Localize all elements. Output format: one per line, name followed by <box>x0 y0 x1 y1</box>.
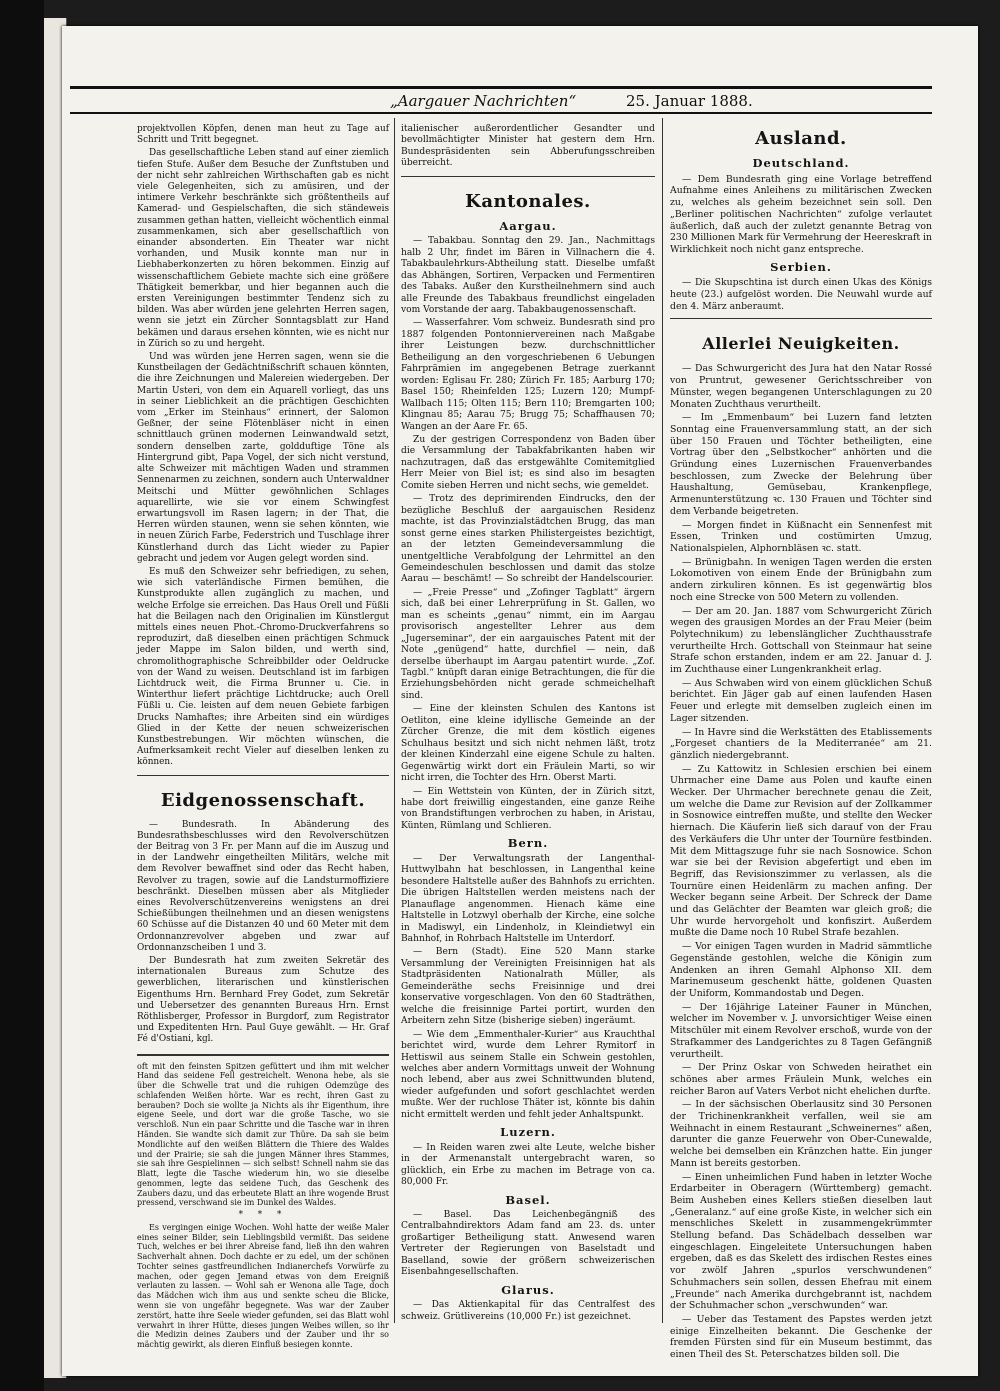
article-paragraph: Der Bundesrath hat zum zweiten Sekretär des internationalen Bureaus zum Schutze des gewerblichen, literarischen und künstlerischen Eigenthums Hrn. Bernhard Frey Godet, zum Sekretär und Uebersetzer des genannten Bureaus Hrn. Ernst Röthlisberger, Professor in Burgdorf, zum Registrator und Expeditenten Hrn. Paul Guye gewählt. — Hr. Graf Fé d'Ostiani, kgl. <box>137 956 389 1045</box>
masthead <box>70 92 932 110</box>
article-paragraph: — Basel. Das Leichenbegängniß des Centralbahndirektors Adam fand am 23. ds. unter großartiger Betheiligung statt. Anwesend waren Vertreter der Regierungen von Baselstadt und Baselland, sowie der größern schweizerischen Eisenbahngesellschaften. <box>401 1209 655 1278</box>
article-paragraph: — Morgen findet in Küßnacht ein Sennenfest mit Essen, Trinken und costümirten Umzug, Nationalspielen, Alphornbläsen ꝛc. statt. <box>670 519 932 554</box>
issue-date: 25. Januar 1888. <box>626 92 753 110</box>
article-paragraph: — Brünigbahn. In wenigen Tagen werden die ersten Lokomotiven von einem Ende der Brünigbahn zum andern zirkuliren können. Es ist gegenwärtig blos noch eine Strecke von 500 Metern zu vollenden. <box>670 556 932 603</box>
article-paragraph: — Wie dem „Emmenthaler-Kurier“ aus Krauchthal berichtet wird, wurde dem Lehrer Rymitorf in Hettiswil aus seinem Stalle ein Schwein gestohlen, welches aber andern Vormittags unweit der Wohnung noch lebend, aber aus zwei Schnittwunden blutend, wieder aufgefunden und sofort geschlachtet werden mußte. Wer der ruchlose Thäter ist, könnte bis dahin nicht ermittelt werden und fehlt jeder Anhaltspunkt. <box>401 1029 655 1120</box>
article-paragraph: — Trotz des deprimirenden Eindrucks, den der bezügliche Beschluß der aargauischen Residenz machte, ist das Provinzialstädtchen Brugg, das man sonst gerne eines starken Philistergeistes bezichtigt, an der letzten Gemeindeversammlung die unentgeltliche Verabfolgung der Lehrmittel an den Gemeindeschulen beschlossen und damit das stolze Aarau — beschämt! — So schreibt der Handelscourier. <box>401 494 655 585</box>
article-paragraph: — Die Skupschtina ist durch einen Ukas des Königs heute (23.) aufgelöst worden. Die Neuwahl wurde auf den 4. März anberaumt. <box>670 277 932 312</box>
article-paragraph: — Wasserfahrer. Vom schweiz. Bundesrath sind pro 1887 folgenden Pontonniervereinen nach Maßgabe ihrer Leistungen bezw. durchschnittlicher Betheiligung an den vorgeschriebenen 6 Uebungen Fahrprämien im angegebenen Betrage zuerkannt worden: Eglisau Fr. 280; Zürich Fr. 185; Aarburg 170; Basel 150; Rheinfelden 125; Luzern 120; Mumpf-Wallbach 115; Olten 115; Bern 110; Bremgarten 100; Klingnau 85; Aarau 75; Brugg 75; Schaffhausen 70; Wangen an der Aare Fr. 65. <box>401 318 655 432</box>
section-heading: Kantonales. <box>465 190 591 212</box>
section-heading: Allerlei Neuigkeiten. <box>702 334 900 354</box>
subsection-heading: Luzern. <box>500 1125 556 1140</box>
section-divider <box>401 176 655 177</box>
section-heading: Ausland. <box>755 128 847 149</box>
article-paragraph: — Ein Wettstein von Künten, der in Zürich sitzt, habe dort freiwillig eingestanden, eine ganze Reihe von Brandstiftungen verbrochen zu haben, in Aristau, Künten, Rümlang und Schlieren. <box>401 786 655 831</box>
article-paragraph: Zu der gestrigen Correspondenz von Baden über die Versammlung der Tabakfabrikanten haben wir nachzutragen, daß das erstgewählte Comitemitglied Herr Meier von Biel ist; es sind also im besagten Comite sieben Herren und nicht sechs, wie gemeldet. <box>401 434 655 491</box>
feuilleton-paragraph: oft mit den feinsten Spitzen gefüttert und ihm mit welcher Hand das seidene Fell gestreichelt. Wenona hebe, als sie über die Schwelle trat und die ruhigen Odemzüge des schlafenden Weißen hörte. War es recht, ihren Gast zu berauben? Doch sie wollte ja Nichts als ihr Eigenthum, ihre eigene Seele, und dort war die große Tasche, wo sie verschloß. Nun ein paar Schritte und die Tasche war in ihren Händen. Sie wandte sich damit zur Thüre. Da sah sie beim Mondlichte auf den weißen Blättern die Thiere des Waldes und der Prairie; sie sah die jungen Männer ihres Stammes, sie sah ihre Gespielinnen — sich selbst! Schnell nahm sie das Blatt, legte die Tasche wiederum hin, wo sie dieselbe genommen, legte das seidene Tuch, das Geschenk des Zaubers dazu, und das erbeutete Blatt an ihre wogende Brust pressend, verschwand sie im Dunkel des Waldes. <box>137 1061 389 1208</box>
article-paragraph: — Aus Schwaben wird von einem glücklichen Schuß berichtet. Ein Jäger gab auf einen laufenden Hasen Feuer und erlegte mit demselben zugleich einen im Lager sitzenden. <box>670 677 932 724</box>
article-paragraph: — In Havre sind die Werkstätten des Etablissements „Forgeset chantiers de la Mediterranée“ am 21. gänzlich niedergebrannt. <box>670 726 932 761</box>
article-paragraph: — Das Aktienkapital für das Centralfest des schweiz. Grütlivereins (10,000 Fr.) ist gezeichnet. <box>401 1300 655 1322</box>
article-paragraph: — Bern (Stadt). Eine 520 Mann starke Versammlung der Vereinigten Freisinnigen hat als Stadtpräsidenten Nationalrath Müller, als Gemeinderäthe sechs Freisinnige und drei konservative vorgeschlagen. Von den 60 Stadträthen, welche die freisinnige Partei portirt, wurden den Arbeitern zehn Sitze (bisherige sieben) ingeräumt. <box>401 947 655 1027</box>
column-3 <box>670 124 932 1363</box>
article-paragraph: — „Freie Presse“ und „Zofinger Tagblatt“ ärgern sich, daß bei einer Lehrerprüfung in St. Gallen, wo man es scheints „genau“ nimmt, ein im Aargau provisorisch angestellter Lehrer aus dem „Jugerseminar“, der ein aargauisches Patent mit der Note „genügend“ hatte, durchfiel — nein, daß derselbe überhaupt im Aargau patentirt wurde. „Zof. Tagbl.“ knüpft daran einige Betrachtungen, die für die Erziehungsbehörden nicht gerade schmeichelhaft sind. <box>401 587 655 701</box>
newspaper-title: „Aargauer Nachrichten“ <box>390 92 577 110</box>
article-paragraph: — In der sächsischen Oberlausitz sind 30 Personen der Trichinenkrankheit verfallen, weil sie am Weihnacht in einem Restaurant „Schweinernes“ aßen, darunter die ganze Feuerwehr von Ober-Cunewalde, welche bei demselben ein Kränzchen hatte. Ein junger Mann ist bereits gestorben. <box>670 1099 932 1169</box>
subsection-heading: Glarus. <box>501 1282 555 1297</box>
article-paragraph: — Eine der kleinsten Schulen des Kantons ist Oetliton, eine kleine idyllische Gemeinde an der Zürcher Grenze, die mit dem köstlich eigenes Schulhaus besitzt und sich nicht nehmen läßt, trotz der kleinen Kinderzahl eine eigene Schule zu halten. Gegenwärtig wirkt dort ein Fräulein Marti, so wir nicht irren, die Tochter des Hrn. Oberst Marti. <box>401 704 655 784</box>
section-divider <box>137 775 389 776</box>
article-paragraph: — Der am 20. Jan. 1887 vom Schwurgericht Zürich wegen des grausigen Mordes an der Frau Meier (beim Polytechnikum) zu lebenslänglicher Zuchthausstrafe verurtheilte Hrch. Gottschall von Steinmaur hat seine Strafe schon erstanden, indem er am 22. Januar d. J. im Zuchthause einer Lungenkrankheit erlag. <box>670 605 932 676</box>
column-divider-2 <box>662 118 663 1323</box>
feuilleton-paragraph: Es vergingen einige Wochen. Wohl hatte der weiße Maler eines seiner Bilder, sein Lieblingsbild vermißt. Das seidene Tuch, welches er bei ihrer Abreise fand, ließ ihn den wahren Sachverhalt ahnen. Doch dachte er zu edel, um der schönen Tochter seines gastfreundlichen Indianerchefs Vorwürfe zu machen, oder gegen Jemand etwas von dem Ereigniß verlauten zu lassen. — Wohl sah er Wenona alle Tage, doch das Mädchen wich ihm aus und senkte scheu die Blicke, wenn sie von ungefähr begegnete. Was war der Zauber zerstört, hatte ihre Seele wieder gefunden, sei das Blatt wohl verwahrt in ihrer Hütte, dieses jungen Weibes willen, so ihr die Medizin deines Zaubers und der Zauber und ihr so mächtig gewirkt, als dieren Einfluß besiegen konnte. <box>137 1222 389 1350</box>
article-paragraph: — Einen unheimlichen Fund haben in letzter Woche Erdarbeiter in Oberagern (Württemberg) gemacht. Beim Ausheben eines Kellers stießen dieselben laut „Generalanz.“ auf eine große Kiste, in welcher sich ein menschliches Skelett in zusammengekrümmter Stellung befand. Das Schädelbach desselben war eingeschlagen. Eingeleitete Untersuchungen haben ergeben, daß es das Skelett des irdischen Restes eines vor zwölf Jahren „spurlos verschwundenen“ Schuhmachers sein sollen, dessen Ehefrau mit einem „Freunde“ nach Amerika durchgebrannt ist, nachdem der Schuhmacher schon „verschwunden“ war. <box>670 1171 932 1312</box>
article-paragraph: Und was würden jene Herren sagen, wenn sie die Kunstbeilagen der Gedächtnißschrift schauen könnten, die ihre Zeichnungen und Malereien wiedergeben. Der Martin Usteri, von dem ein Aquarell vorliegt, das uns in seiner Lieblichkeit an die prächtigen Geschichten vom „Erker im Steinhaus“ erinnert, der Salomon Geßner, der seine Flötenbläser nicht in einen schnittlauch grünen modernen Leinwandwald setzt, sondern denselben zarte, goldduftige Töne als Hintergrund gibt, Papa Vogel, der sich nicht verstund, alte Schweizer mit mächtigen Waden und strammen Sennenarmen zu zeichnen, sondern auch Unterwaldner Meitschi und Mütter gewöhnlichen Schlages aquarellirte, wie sie vor einem Schwingfest erwartungsvoll im Rasen lagern; in der That, die Herren würden staunen, wenn sie sehen könnten, wie in neuen Zürich Farbe, Federstrich und Tuschlage ihrer Künstlerhand durch das Licht wieder zu Papier gebracht und jedem vor Augen gelegt worden sind. <box>137 352 389 564</box>
article-paragraph: — Das Schwurgericht des Jura hat den Natar Rossé von Pruntrut, gewesener Gerichtsschreiber von Münster, wegen begangenen Unterschlagungen zu 20 Monaten Zuchthaus verurtheilt. <box>670 363 932 410</box>
subsection-heading: Bern. <box>507 836 549 851</box>
column-divider-1 <box>394 118 395 1323</box>
section-heading: Eidgenossenschaft. <box>160 789 366 811</box>
scan-edge <box>0 0 44 1391</box>
article-paragraph: — Im „Emmenbaum“ bei Luzern fand letzten Sonntag eine Frauenversammlung statt, an der sich über 150 Frauen und Töchter betheiligten, eine Vortrag über den „Selbstkocher“ anhörten und die Gründung eines Luzernischen Frauenverbandes beschlossen, zum Zwecke der Belehrung über Haushaltung, Gemüsebau, Krankenpflege, Armenunterstützung ꝛc. 130 Frauen und Töchter sind dem Verbande beigetreten. <box>670 412 932 517</box>
article-paragraph: — Vor einigen Tagen wurden in Madrid sämmtliche Gegenstände gestohlen, welche die Königin zum Andenken an ihren Gemahl Alphonso XII. dem Marinemuseum geschenkt hätte, goldenen Quasten der Uniform, Kommandostab und Degen. <box>670 941 932 999</box>
article-paragraph: — In Reiden waren zwei alte Leute, welche bisher in der Armenanstalt untergebracht waren, so glücklich, ein Erbe zu machen im Betrage von ca. 80,000 Fr. <box>401 1142 655 1188</box>
subsection-heading: Serbien. <box>770 259 832 274</box>
column-1 <box>137 124 389 1352</box>
article-paragraph: — Bundesrath. In Abänderung des Bundesrathsbeschlusses wird den Revolverschützen der Beitrag von 3 Fr. per Mann auf die im Auszug und in der Landwehr eingetheilten Militärs, welche mit dem Revolver bewaffnet sind oder das Recht haben, Revolver zu tragen, sowie auf die Landsturmoffiziere beschränkt. Dieselben müssen aber als Mitglieder eines Revolverschützenvereins wenigstens an drei Schießübungen theilnehmen und an diesen wenigstens 60 Schüsse auf die Distanzen 40 und 60 Meter mit dem Ordonnanzrevolver abgeben und zwar auf Ordonnanzscheiben 1 und 3. <box>137 819 389 953</box>
article-paragraph: — Der Prinz Oskar von Schweden heirathet ein schönes aber armes Fräulein Munk, welches ein reicher Baron auf Vaters Verbot nicht ehelichen durfte. <box>670 1062 932 1097</box>
article-paragraph: projektvollen Köpfen, denen man heut zu Tage auf Schritt und Tritt begegnet. <box>137 124 389 146</box>
article-paragraph: — Ueber das Testament des Papstes werden jetzt einige Einzelheiten bekannt. Die Geschenke der fremden Fürsten sind für ein Museum bestimmt, das einen Theil des St. Peterschatzes bilden soll. Die <box>670 1313 932 1361</box>
article-paragraph: — Der Verwaltungsrath der Langenthal-Huttwylbahn hat beschlossen, in Langenthal keine besondere Haltstelle außer des Bahnhofs zu errichten. Die übrigen Haltstellen werden meistens nach der Planauflage angenommen. Hienach käme eine Haltstelle in Lotzwyl oberhalb der Kirche, eine solche in Madiswyl, ein Lindenholz, in Kleindietwyl ein Bahnhof, in Rohrbach Haltstelle im Unterdorf. <box>401 853 655 944</box>
article-paragraph: italienischer außerordentlicher Gesandter und bevollmächtigter Minister hat gestern dem Hrn. Bundespräsidenten sein Abberufungsschreiben überreicht. <box>401 124 655 169</box>
section-divider <box>670 318 932 319</box>
article-paragraph: — Zu Kattowitz in Schlesien erschien bei einem Uhrmacher eine Dame aus Polen und kaufte einen Wecker. Der Uhrmacher berechnete genau die Zeit, um welche die Dame zur Revision auf der Zollkammer in Sosnowice eintreffen mußte, und stellte den Wecker hiernach. Die Käuferin ließ sich darauf von der Frau des Verkäufers die Uhr unter der Tournüre festbinden. Mit dem Mittagszuge fuhr sie nach Sosnowice. Schon war sie bei der Revision abgefertigt und eben im Begriff, das Revisionszimmer zu verlassen, als die Tournüre einen Heidenlärm zu machen anfing. Der Wecker begann seine Arbeit. Der Schreck der Dame und das Gelächter der Beamten war gleich groß; die Uhr wurde hervorgeholt und konfiszirt. Außerdem mußte die Dame noch 10 Rubel Strafe bezahlen. <box>670 763 932 939</box>
subsection-heading: Deutschland. <box>752 156 850 170</box>
subsection-heading: Basel. <box>505 1192 551 1207</box>
article-paragraph: — Dem Bundesrath ging eine Vorlage betreffend Aufnahme eines Anleihens zu militärischen Zwecken zu, welches als geheim bezeichnet sein soll. Den „Berliner politischen Nachrichten“ zufolge verlautet äußerlich, daß auch der zuletzt genannte Betrag von 230 Millionen Mark für Vermehrung der Heereskraft in Wirklichkeit noch nicht ganz entspreche. <box>670 173 932 255</box>
article-paragraph: Das gesellschaftliche Leben stand auf einer ziemlich tiefen Stufe. Außer dem Besuche der Zunftstuben und der nicht sehr zahlreichen Wirthschaften gab es nicht viele Gelegenheiten, sich zu amüsiren, und der intimere Verkehr beschränkte sich größtentheils auf Kamerad- und Gespielschaften, die sich ständeweis zusammen gethan hatten, vielleicht wöchentlich einmal zusammenkamen, sich aber gesellschaftlich von einander absonderten. Ein Theater war nicht vorhanden, und Musik konnte man nur in Liebhaberkonzerten zu hören bekommen. Einzig auf wissenschaftlichem Gebiete machte sich eine größere Thätigkeit bemerkbar, und hier begannen auch die ersten Vereinigungen bestimmter Tendenz sich zu bilden. Was aber würden jene gelehrten Herren sagen, wenn sie jetzt ein Zürcher Sonntagsblatt zur Hand bekämen und daraus ersehen könnten, wie es nicht nur in Zürich so zu und hergeht. <box>137 148 389 349</box>
masthead-bottom-rule <box>70 112 932 114</box>
feuilleton-separator: * * * <box>238 1210 288 1221</box>
column-2 <box>401 124 655 1325</box>
top-rule <box>70 86 932 89</box>
article-paragraph: — Der 16jährige Lateiner Fauner in München, welcher im November v. J. unvorsichtiger Weise einen Mitschüler mit einem Revolver erschoß, wurde von der Strafkammer des Landgerichtes zu 8 Tagen Gefängniß verurtheilt. <box>670 1001 932 1060</box>
article-paragraph: — Tabakbau. Sonntag den 29. Jan., Nachmittags halb 2 Uhr, findet im Bären in Villnachern die 4. Tabakbaulehrkurs-Abtheilung statt. Dieselbe umfaßt das Abhängen, Sortiren, Verpacken und Fermentiren des Tabaks. Außer den Kurstheilnehmern sind auch alle Freunde des Tabakbaus freundlichst eingeladen vom Vorstande der aarg. Tabakbaugenossenschaft. <box>401 236 655 315</box>
subsection-heading: Aargau. <box>499 218 557 233</box>
article-paragraph: Es muß den Schweizer sehr befriedigen, zu sehen, wie sich vaterländische Firmen bemühen, die Kunstprodukte allen zugänglich zu machen, und welche Erfolge sie erreichen. Das Haus Orell und Füßli hat die Beilagen nach den Originalien im Künstlergut mittels eines neuen Phot.-Chromo-Druckverfahrens so reproduzirt, daß dieselben einen prächtigen Schmuck jeder Mappe im Salon bilden, und werth sind, chromolithographische Schreibbilder oder Oeldrucke von der Wand zu weisen. Deutschland ist im farbigen Lichtdruck weit, die Firma Brunner u. Cie. in Winterthur liefert prächtige Lichtdrucke; auch Orell Füßli u. Cie. leisten auf dem neuen Gebiete farbigen Drucks Namhaftes; ihre Arbeiten sind ein würdiges Glied in der Kette der neuen schweizerischen Kunstbestrebungen. Wir möchten wünschen, die Aufmerksamkeit recht Vieler auf dieselben lenken zu können. <box>137 566 389 768</box>
feuilleton-divider <box>137 1054 389 1056</box>
